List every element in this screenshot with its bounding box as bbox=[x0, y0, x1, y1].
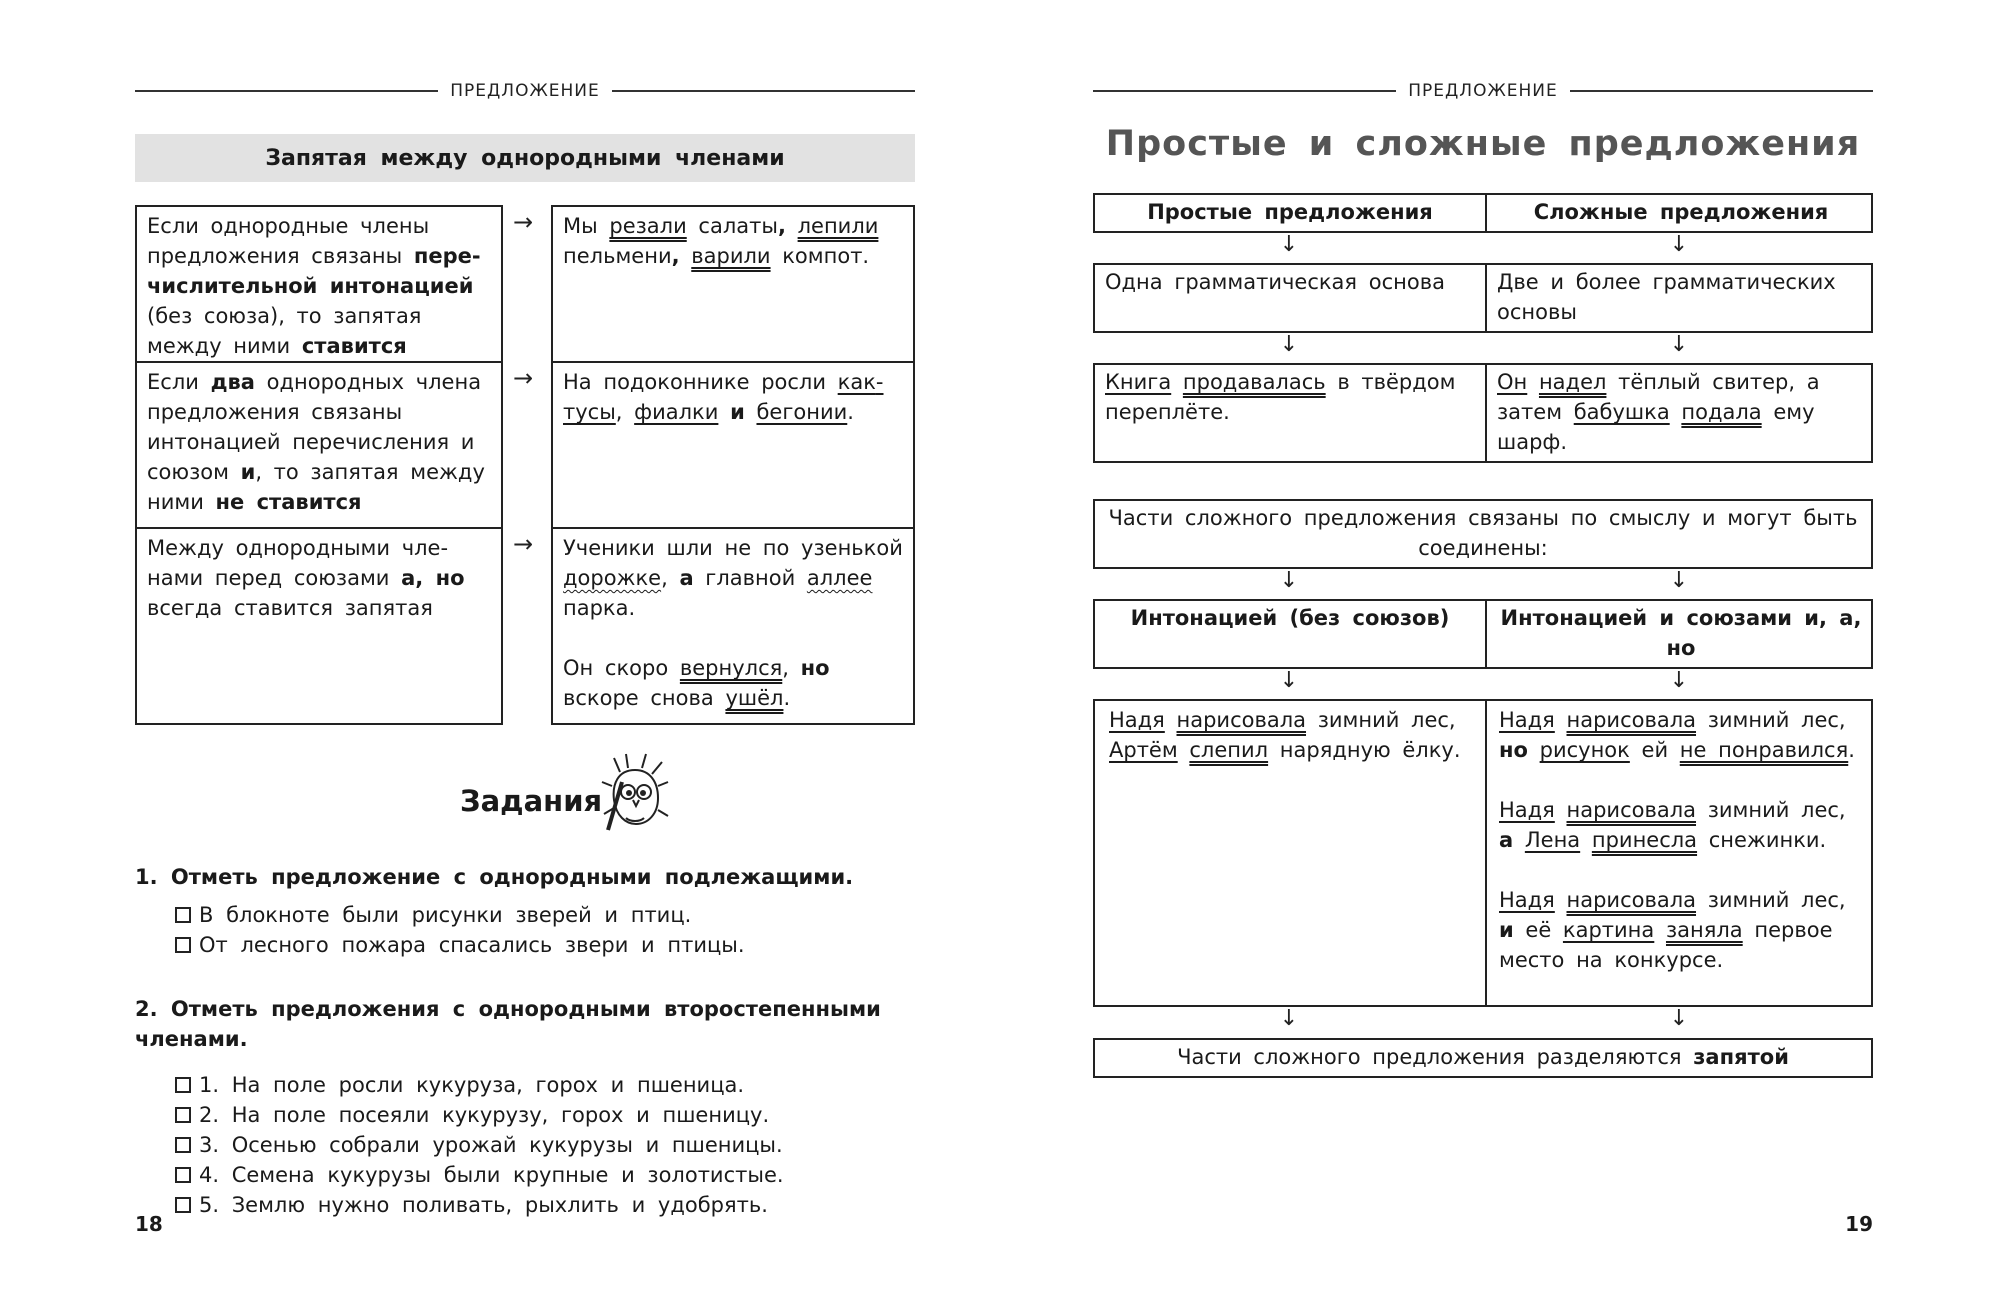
arrow-down-icon: ↓ bbox=[1279, 332, 1299, 357]
ex-conj-3: Надя нарисовала зимний лес, и её картина заняла первое место на конкурсе. bbox=[1499, 888, 1846, 972]
checkbox[interactable] bbox=[175, 937, 191, 953]
definition-row bbox=[1093, 263, 1873, 333]
by-intonation: Интонацией (без союзов) bbox=[1130, 606, 1450, 630]
task-1-option-2[interactable]: От лесного пожара спасались звери и птицы. bbox=[175, 930, 745, 960]
ex-complex: Он надел тёплый свитер, а затем бабушка подала ему шарф. bbox=[1497, 370, 1820, 454]
ex-simple: Книга продавалась в твёрдом переплёте. bbox=[1105, 370, 1456, 424]
col-simple-header: Простые предложения bbox=[1147, 200, 1433, 224]
task-2-option-1[interactable]: 1. На поле росли кукуруза, горох и пшеница. bbox=[175, 1070, 744, 1100]
conclusion-bold: запятой bbox=[1693, 1045, 1789, 1069]
example-2-text: На подоконнике росли кактусы, фиалки и бегонии. bbox=[563, 370, 884, 424]
def-simple: Одна грамматическая основа bbox=[1105, 270, 1445, 294]
rule-3-box: Между однородными членами перед союзами а, но всегда ставится запятая bbox=[135, 527, 503, 725]
complex-example-row bbox=[1093, 699, 1873, 1007]
checkbox[interactable] bbox=[175, 907, 191, 923]
right-page bbox=[1093, 0, 1873, 1312]
arrow-down-icon: ↓ bbox=[1279, 232, 1299, 257]
tasks-title: Задания bbox=[460, 784, 603, 818]
header-row bbox=[1093, 193, 1873, 233]
arrow-down-icon: ↓ bbox=[1669, 668, 1689, 693]
rule-2-box: Если два однородных члена предложения связаны интонацией перечисления и союзом и, то запятая между ними не ставится bbox=[135, 361, 503, 529]
checkbox[interactable] bbox=[175, 1137, 191, 1153]
example-1-text: Мы резали салаты, лепили пельмени, варили компот. bbox=[563, 214, 879, 268]
conclusion-text: Части сложного предложения разделяются bbox=[1177, 1045, 1682, 1069]
running-head-text: ПРЕДЛОЖЕНИЕ bbox=[1408, 81, 1558, 101]
running-head-right bbox=[1093, 80, 1873, 102]
ex-intonation: Надя нарисовала зимний лес, Артём слепил нарядную ёлку. bbox=[1109, 708, 1461, 762]
example-row bbox=[1093, 363, 1873, 463]
running-head-text: ПРЕДЛОЖЕНИЕ bbox=[450, 81, 600, 101]
arrow-down-icon: ↓ bbox=[1669, 568, 1689, 593]
example-1-box bbox=[551, 205, 915, 363]
def-complex: Две и более грамматических основы bbox=[1497, 270, 1836, 324]
parts-connected-text: Части сложного предложения связаны по смыслу и могут быть соединены: bbox=[1108, 506, 1858, 560]
checkbox[interactable] bbox=[175, 1197, 191, 1213]
checkbox[interactable] bbox=[175, 1107, 191, 1123]
section-title: Запятая между однородными членами bbox=[135, 134, 915, 182]
page-number-right: 19 bbox=[1845, 1212, 1873, 1236]
arrow-down-icon: ↓ bbox=[1279, 1006, 1299, 1031]
connection-type-row bbox=[1093, 599, 1873, 669]
arrow-down-icon: ↓ bbox=[1279, 568, 1299, 593]
task-2-option-5[interactable]: 5. Землю нужно поливать, рыхлить и удобрять. bbox=[175, 1190, 768, 1220]
arrow-down-icon: ↓ bbox=[1669, 232, 1689, 257]
example-3a-text: Ученики шли не по узенькой дорожке, а главной аллее парка. bbox=[563, 536, 903, 620]
task-1-question: 1. Отметь предложение с однородными подлежащими. bbox=[135, 865, 854, 889]
by-conjunctions: Интонацией и союзами и, а, но bbox=[1500, 606, 1862, 660]
page-number-left: 18 bbox=[135, 1212, 163, 1236]
checkbox[interactable] bbox=[175, 1077, 191, 1093]
running-head-left bbox=[135, 80, 915, 102]
ex-conj-1: Надя нарисовала зимний лес, но рисунок ей не понравился. bbox=[1499, 708, 1855, 762]
arrow-right-icon: → bbox=[513, 208, 534, 236]
task-2-option-4[interactable]: 4. Семена кукурузы были крупные и золотистые. bbox=[175, 1160, 784, 1190]
arrow-down-icon: ↓ bbox=[1279, 668, 1299, 693]
arrow-right-icon: → bbox=[513, 530, 534, 558]
example-3-box bbox=[551, 527, 915, 725]
arrow-down-icon: ↓ bbox=[1669, 332, 1689, 357]
arrow-down-icon: ↓ bbox=[1669, 1006, 1689, 1031]
ex-conj-2: Надя нарисовала зимний лес, а Лена принесла снежинки. bbox=[1499, 798, 1846, 852]
task-2-question: 2. Отметь предложения с однородными второстепенными членами. bbox=[135, 997, 881, 1051]
example-3b-text: Он скоро вернулся, но вскоре снова ушёл. bbox=[563, 656, 830, 710]
checkbox[interactable] bbox=[175, 1167, 191, 1183]
arrow-right-icon: → bbox=[513, 364, 534, 392]
page-title: Простые и сложные предложения bbox=[1105, 124, 1861, 164]
task-2-option-2[interactable]: 2. На поле посеяли кукурузу, горох и пшеницу. bbox=[175, 1100, 769, 1130]
task-1-option-1[interactable]: В блокноте были рисунки зверей и птиц. bbox=[175, 900, 691, 930]
rule-1-box: Если однородные члены предложения связаны перечислительной интонацией (без союза), то запятая между ними ставится bbox=[135, 205, 503, 363]
owl-pencil-icon bbox=[600, 752, 670, 836]
example-2-box bbox=[551, 361, 915, 529]
left-page bbox=[135, 0, 915, 1312]
conclusion-box bbox=[1093, 1038, 1873, 1078]
parts-connected-box bbox=[1093, 499, 1873, 569]
col-complex-header: Сложные предложения bbox=[1533, 200, 1829, 224]
task-2-option-3[interactable]: 3. Осенью собрали урожай кукурузы и пшеницы. bbox=[175, 1130, 783, 1160]
